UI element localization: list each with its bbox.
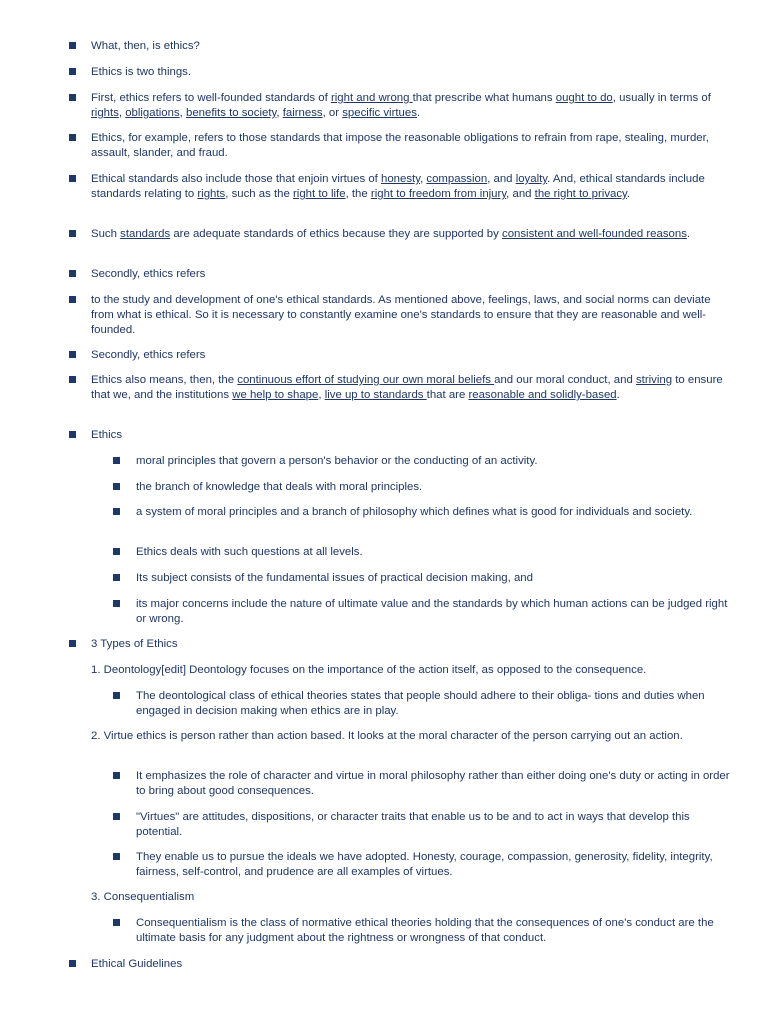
- bullet-square-icon: [69, 960, 76, 967]
- bullet-text: Ethics is two things.: [91, 66, 192, 78]
- bullet-text: Ethical Guidelines: [91, 958, 183, 970]
- link-right-and-wrong[interactable]: right and wrong: [330, 92, 413, 104]
- sub-bullet-text: Consequentialism is the class of normative ethical theories holding that the consequences of one's conduct are the ultimate basis for any judgment about the rightness or wrongness of that conduct.: [136, 917, 714, 944]
- numbered-item: 3. Consequentialism: [91, 891, 195, 903]
- bullet-text: Secondly, ethics refers: [91, 268, 206, 280]
- bullet-text: 3 Types of Ethics: [91, 638, 178, 650]
- bullet-square-icon: [69, 175, 76, 182]
- bullet-text: Ethical standards also include those that enjoin virtues of honesty, compassion, and loyalty. And, ethical standards include standards relating to rights, such as the right to life, the right to freedom from injury, and the right to privacy.: [91, 173, 705, 200]
- link-right-to-privacy[interactable]: the right to privacy: [534, 188, 627, 200]
- sub-bullet-square-icon: [113, 548, 120, 555]
- bullet-square-icon: [69, 94, 76, 101]
- sub-bullet-text: moral principles that govern a person's behavior or the conducting of an activity.: [136, 455, 538, 467]
- link-we-help-to-shape[interactable]: we help to shape: [232, 389, 319, 401]
- sub-bullet-square-icon: [113, 457, 120, 464]
- link-fairness[interactable]: fairness: [282, 107, 323, 119]
- link-benefits-to-society[interactable]: benefits to society: [186, 107, 277, 119]
- link-right-to-freedom-from-injury[interactable]: right to freedom from injury: [370, 188, 507, 200]
- bullet-text: to the study and development of one's ethical standards. As mentioned above, feelings, laws, and social norms can deviate from what is ethical. So it is necessary to constantly examine one's standards to ensure that they are reasonable and well-founded.: [91, 294, 711, 336]
- link-obligations[interactable]: obligations: [125, 107, 180, 119]
- bullet-square-icon: [69, 42, 76, 49]
- sub-bullet-square-icon: [113, 483, 120, 490]
- sub-bullet-text: the branch of knowledge that deals with moral principles.: [136, 481, 423, 493]
- link-continuous-effort[interactable]: continuous effort of studying our own moral beliefs: [237, 374, 495, 386]
- bullet-text: Secondly, ethics refers: [91, 349, 206, 361]
- bullet-text: First, ethics refers to well-founded standards of right and wrong that prescribe what humans ought to do, usually in terms of rights, obligations, benefits to society, fairness, or specific virtues.: [91, 92, 711, 119]
- sub-bullet-square-icon: [113, 772, 120, 779]
- sub-bullet-square-icon: [113, 919, 120, 926]
- bullet-square-icon: [69, 270, 76, 277]
- bullet-text: What, then, is ethics?: [91, 40, 200, 52]
- sub-bullet-text: its major concerns include the nature of ultimate value and the standards by which human actions can be judged right or wrong.: [136, 598, 728, 625]
- sub-bullet-text: "Virtues" are attitudes, dispositions, or character traits that enable us to be and to act in ways that develop this potential.: [136, 811, 690, 838]
- sub-bullet-square-icon: [113, 692, 120, 699]
- bullet-square-icon: [69, 230, 76, 237]
- sub-bullet-text: They enable us to pursue the ideals we have adopted. Honesty, courage, compassion, generosity, fidelity, integrity, fairness, self-control, and prudence are all examples of virtues.: [136, 851, 713, 878]
- bullet-text: Ethics: [91, 429, 123, 441]
- bullet-square-icon: [69, 68, 76, 75]
- link-loyalty[interactable]: loyalty: [515, 173, 548, 185]
- sub-bullet-text: It emphasizes the role of character and virtue in moral philosophy rather than either doing one's duty or acting in order to bring about good consequences.: [136, 770, 730, 797]
- sub-bullet-square-icon: [113, 853, 120, 860]
- bullet-square-icon: [69, 134, 76, 141]
- bullet-text: Ethics also means, then, the continuous effort of studying our own moral beliefs and our moral conduct, and striving to ensure that we, and the institutions we help to shape, live up to standards that are reasonable and solidly-based.: [91, 374, 723, 401]
- bullet-square-icon: [69, 431, 76, 438]
- link-compassion[interactable]: compassion: [426, 173, 488, 185]
- numbered-item: 1. Deontology[edit] Deontology focuses on the importance of the action itself, as opposed to the consequence.: [91, 664, 647, 676]
- bullet-square-icon: [69, 296, 76, 303]
- sub-bullet-square-icon: [113, 813, 120, 820]
- sub-bullet-text: The deontological class of ethical theories states that people should adhere to their obliga- tions and duties when engaged in decision making when ethics are in play.: [136, 690, 705, 717]
- sub-bullet-square-icon: [113, 508, 120, 515]
- link-rights[interactable]: rights: [197, 188, 226, 200]
- sub-bullet-text: Its subject consists of the fundamental issues of practical decision making, and: [136, 572, 533, 584]
- link-consistent-and-well-founded-reasons[interactable]: consistent and well-founded reasons: [502, 228, 687, 240]
- sub-bullet-text: a system of moral principles and a branch of philosophy which defines what is good for individuals and society.: [136, 506, 693, 518]
- link-reasonable-and-solidly-based[interactable]: reasonable and solidly-based: [468, 389, 617, 401]
- sub-bullet-text: Ethics deals with such questions at all levels.: [136, 546, 363, 558]
- link-rights[interactable]: rights: [91, 107, 119, 119]
- link-honesty[interactable]: honesty: [381, 173, 421, 185]
- bullet-square-icon: [69, 640, 76, 647]
- bullet-square-icon: [69, 376, 76, 383]
- link-right-to-life[interactable]: right to life: [293, 188, 346, 200]
- numbered-item: 2. Virtue ethics is person rather than action based. It looks at the moral character of the person carrying out an action.: [91, 730, 683, 742]
- bullet-text: Ethics, for example, refers to those standards that impose the reasonable obligations to refrain from rape, stealing, murder, assault, slander, and fraud.: [91, 132, 709, 159]
- link-striving[interactable]: striving: [635, 374, 673, 386]
- link-standards[interactable]: standards: [120, 228, 171, 240]
- bullet-square-icon: [69, 351, 76, 358]
- link-specific-virtues[interactable]: specific virtues: [342, 107, 417, 119]
- bullet-text: Such standards are adequate standards of ethics because they are supported by consistent and well-founded reasons.: [91, 228, 691, 240]
- link-live-up-to-standards[interactable]: live up to standards: [324, 389, 427, 401]
- sub-bullet-square-icon: [113, 600, 120, 607]
- link-ought-to-do[interactable]: ought to do: [555, 92, 613, 104]
- sub-bullet-square-icon: [113, 574, 120, 581]
